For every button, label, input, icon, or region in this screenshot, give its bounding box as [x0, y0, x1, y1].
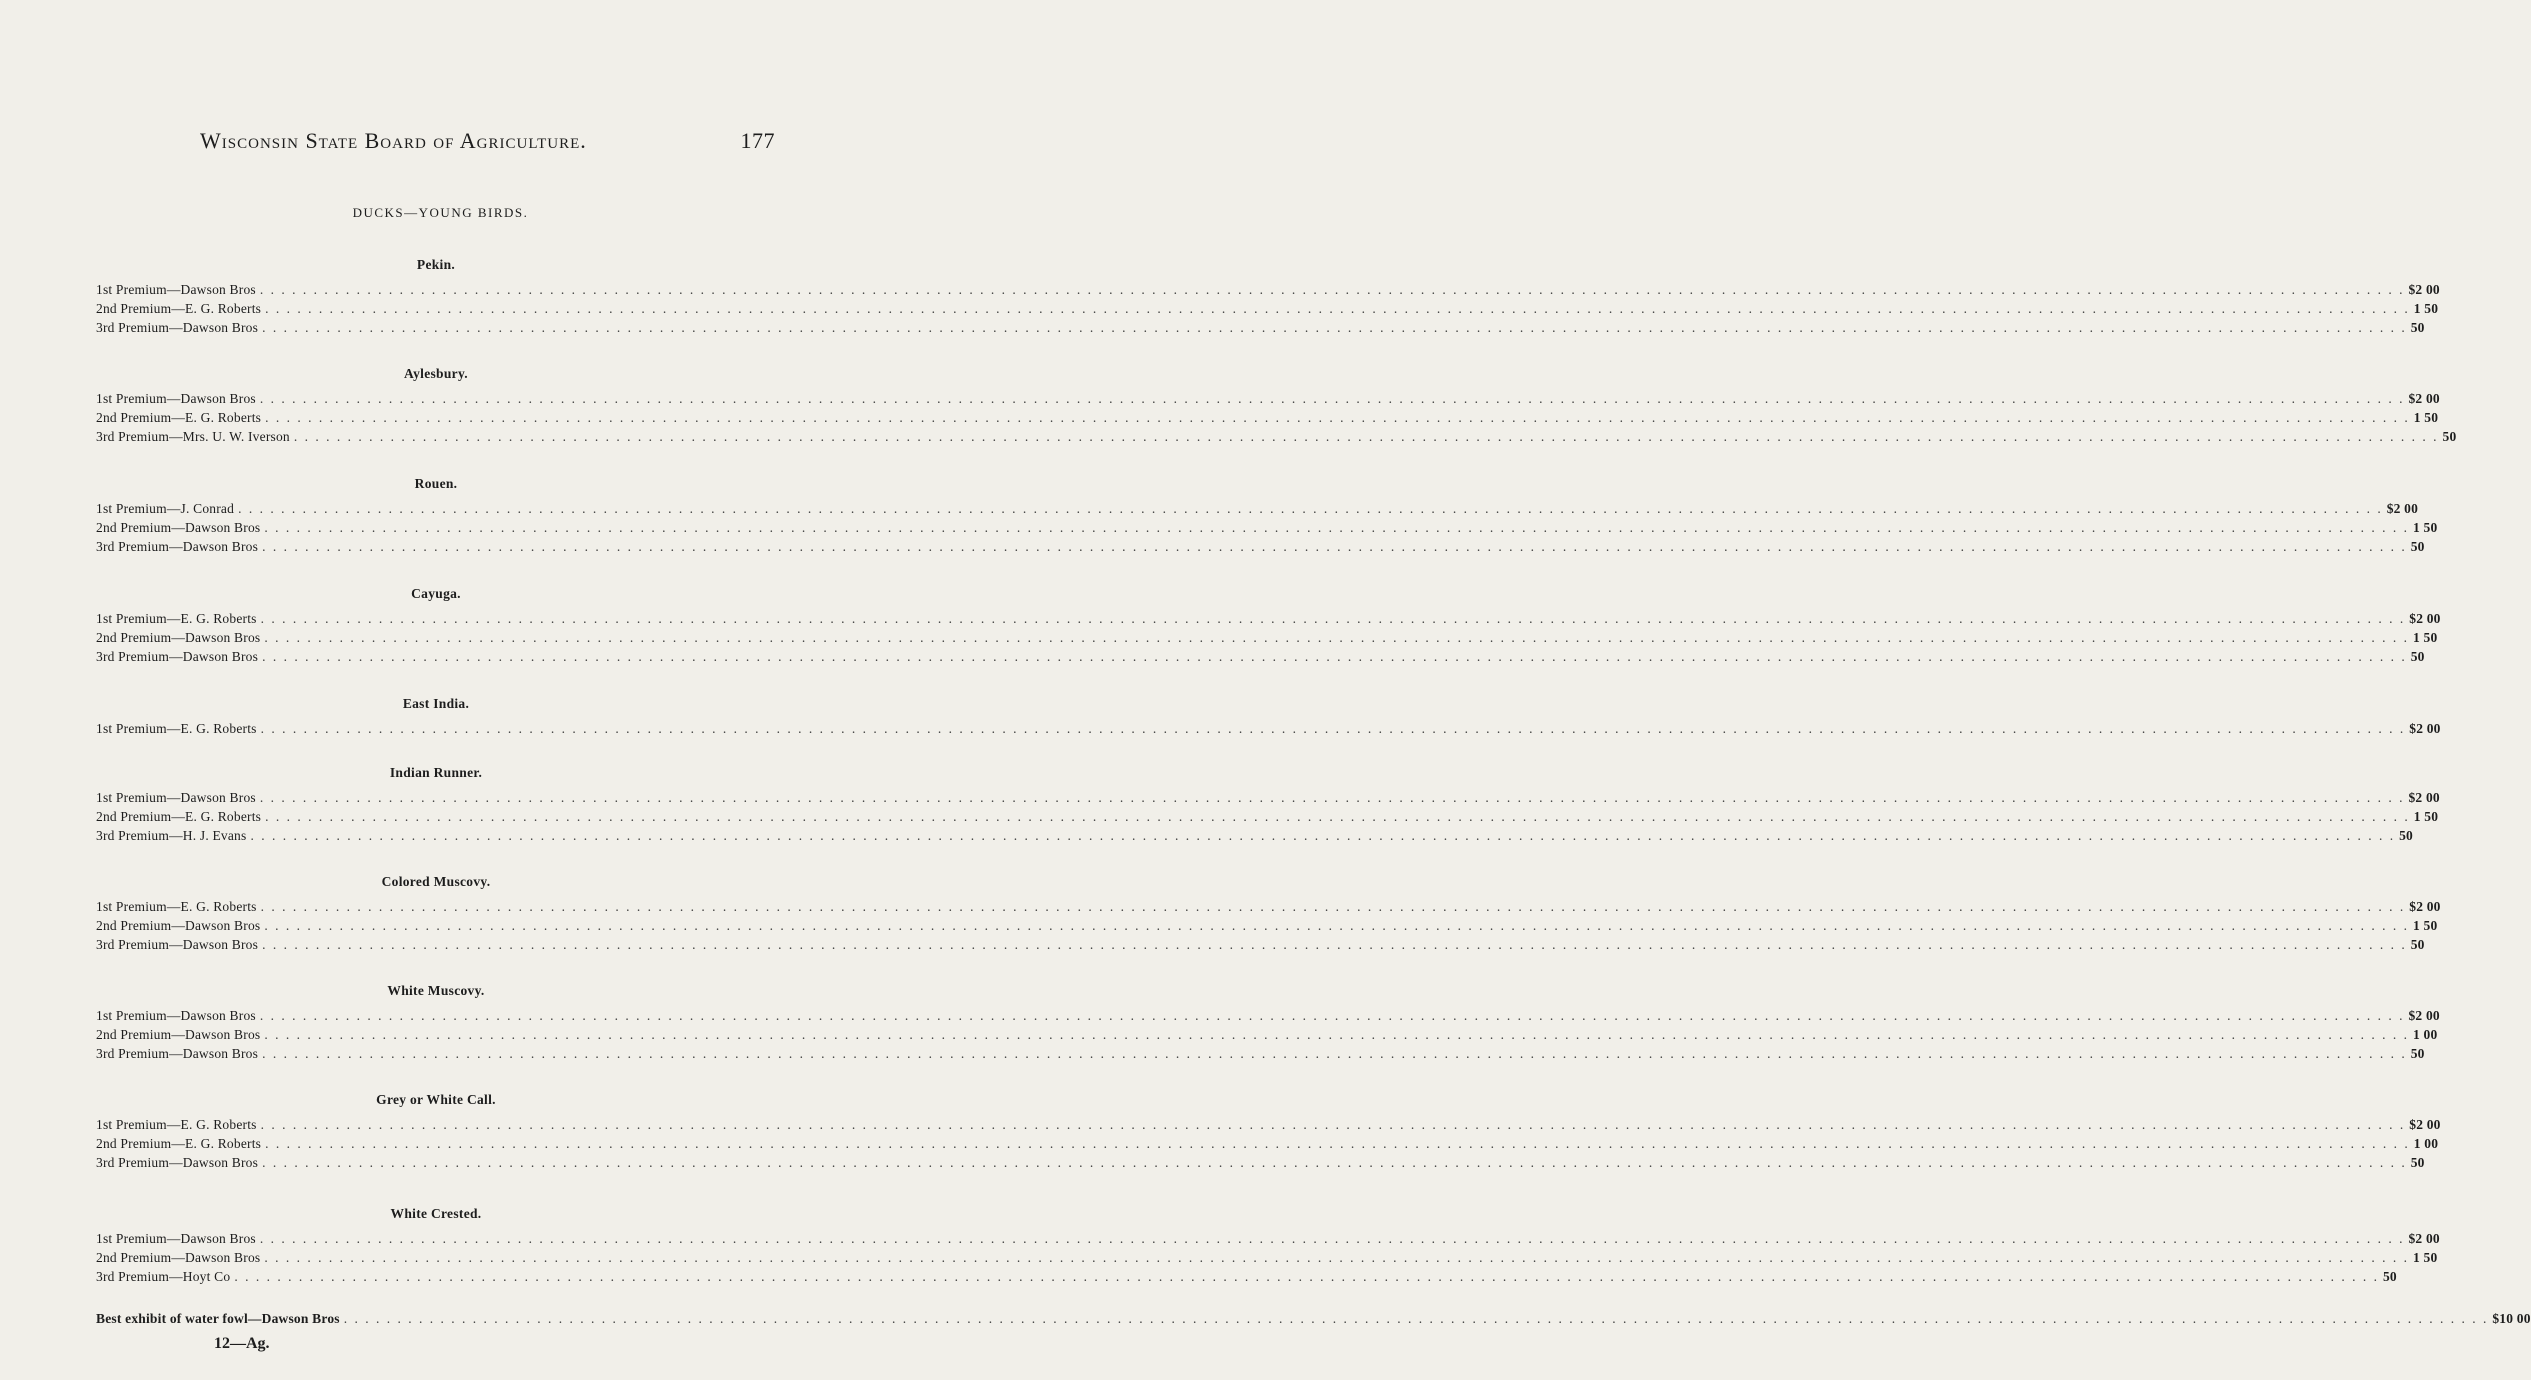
leader-dots: . . . . . . . . . . . . . . . . . . . . . . . . . . . . . . . . . . . . . . . . . . . . . . . . . . . . . . . . . . . . . . . . . . . . . . . . . . . . . . . . . . . . . . . . . . . . . . . . . . . . . . . . . . . . . . . . . . . . . . . . . . . . . . . . . . . . . . . . . . . . . . . . . . . . . . . . . . . . . . . . . . . . . . . . . . . . . . . . . . . . . . . . . . . . . . . . . . . . . . . . — [265, 410, 2410, 426]
group-heading: Pekin. — [416, 257, 456, 272]
premium-amount: 50 — [2410, 649, 2425, 665]
page-number: 177 — [740, 128, 775, 153]
premium-amount: 50 — [2410, 937, 2425, 953]
group-heading: Cayuga. — [411, 586, 461, 601]
premium-amount: 1 50 — [2413, 301, 2439, 317]
premium-amount: 1 50 — [2412, 630, 2438, 646]
premium-row — [96, 520, 2438, 539]
best-exhibit-label: Best exhibit of water fowl—Dawson Bros — [96, 1311, 340, 1326]
premium-amount: $2 00 — [2386, 501, 2419, 516]
leader-dots: . . . . . . . . . . . . . . . . . . . . . . . . . . . . . . . . . . . . . . . . . . . . . . . . . . . . . . . . . . . . . . . . . . . . . . . . . . . . . . . . . . . . . . . . . . . . . . . . . . . . . . . . . . . . . . . . . . . . . . . . . . . . . . . . . . . . . . . . . . . . . . . . . . . . . . . . . . . . . . . . . . . . . . . . . . . . . . . . . . . . . . . . . . . . . . . . . . . . . . . . — [238, 501, 2383, 516]
premium-row — [96, 790, 2440, 809]
premium-amount: 50 — [2410, 539, 2425, 555]
leader-dots: . . . . . . . . . . . . . . . . . . . . . . . . . . . . . . . . . . . . . . . . . . . . . . . . . . . . . . . . . . . . . . . . . . . . . . . . . . . . . . . . . . . . . . . . . . . . . . . . . . . . . . . . . . . . . . . . . . . . . . . . . . . . . . . . . . . . . . . . . . . . . . . . . . . . . . . . . . . . . . . . . . . . . . . . . . . . . . . . . . . . . . . . . . . . . . . . . . . . . . . . — [260, 611, 2406, 626]
premium-label: 1st Premium—Dawson Bros — [96, 1231, 256, 1246]
premium-label: 3rd Premium—Dawson Bros — [96, 649, 259, 665]
group-heading: East India. — [402, 696, 470, 711]
premium-row — [96, 899, 2441, 918]
premium-label: 3rd Premium—Dawson Bros — [96, 320, 259, 336]
premium-label: 2nd Premium—E. G. Roberts — [96, 809, 262, 825]
premium-label: 2nd Premium—Dawson Bros — [96, 520, 261, 536]
leader-dots: . . . . . . . . . . . . . . . . . . . . . . . . . . . . . . . . . . . . . . . . . . . . . . . . . . . . . . . . . . . . . . . . . . . . . . . . . . . . . . . . . . . . . . . . . . . . . . . . . . . . . . . . . . . . . . . . . . . . . . . . . . . . . . . . . . . . . . . . . . . . . . . . . . . . . . . . . . . . . . . . . . . . . . . . . . . . . . . . . . . . . . . . . . . . . . . . . . . . . . . . — [264, 1250, 2409, 1266]
premium-amount: $2 00 — [2409, 1117, 2441, 1132]
premium-label: 3rd Premium—Dawson Bros — [96, 1046, 259, 1062]
premium-amount: $2 00 — [2408, 1008, 2440, 1023]
premium-amount: 50 — [2410, 1046, 2425, 1062]
premium-label: 1st Premium—E. G. Roberts — [96, 1117, 257, 1132]
leader-dots: . . . . . . . . . . . . . . . . . . . . . . . . . . . . . . . . . . . . . . . . . . . . . . . . . . . . . . . . . . . . . . . . . . . . . . . . . . . . . . . . . . . . . . . . . . . . . . . . . . . . . . . . . . . . . . . . . . . . . . . . . . . . . . . . . . . . . . . . . . . . . . . . . . . . . . . . . . . . . . . . . . . . . . . . . . . . . . . . . . . . . . . . . . . . . . . . . . . . . . . . — [250, 828, 2396, 844]
group-heading: White Crested. — [390, 1206, 482, 1221]
premium-row — [96, 828, 2413, 847]
premium-row — [96, 721, 2441, 740]
premium-row — [96, 1250, 2438, 1269]
leader-dots: . . . . . . . . . . . . . . . . . . . . . . . . . . . . . . . . . . . . . . . . . . . . . . . . . . . . . . . . . . . . . . . . . . . . . . . . . . . . . . . . . . . . . . . . . . . . . . . . . . . . . . . . . . . . . . . . . . . . . . . . . . . . . . . . . . . . . . . . . . . . . . . . . . . . . . . . . . . . . . . . . . . . . . . . . . . . . . . . . . . . . . . . . . . . . . . . . . . . . . . . — [262, 937, 2407, 953]
premium-label: 2nd Premium—E. G. Roberts — [96, 410, 262, 426]
premium-row — [96, 429, 2457, 448]
leader-dots: . . . . . . . . . . . . . . . . . . . . . . . . . . . . . . . . . . . . . . . . . . . . . . . . . . . . . . . . . . . . . . . . . . . . . . . . . . . . . . . . . . . . . . . . . . . . . . . . . . . . . . . . . . . . . . . . . . . . . . . . . . . . . . . . . . . . . . . . . . . . . . . . . . . . . . . . . . . . . . . . . . . . . . . . . . . . . . . . . . . . . . . . . . . . . . . . . . . . . . . . — [259, 1231, 2405, 1246]
premium-row — [96, 1269, 2397, 1288]
premium-label: 3rd Premium—Dawson Bros — [96, 1155, 259, 1171]
premium-amount: 1 50 — [2412, 520, 2438, 536]
premium-row — [96, 630, 2438, 649]
group-heading: Rouen. — [414, 476, 458, 491]
premium-label: 2nd Premium—Dawson Bros — [96, 1250, 261, 1266]
premium-label: 2nd Premium—E. G. Roberts — [96, 1136, 262, 1152]
premium-amount: 50 — [2442, 429, 2457, 445]
premium-row — [96, 282, 2440, 301]
premium-amount: 1 50 — [2412, 1250, 2438, 1266]
premium-amount: 50 — [2382, 1269, 2397, 1285]
premium-amount: 1 50 — [2413, 809, 2439, 825]
premium-row — [96, 1046, 2425, 1065]
premium-amount: 1 50 — [2412, 918, 2438, 934]
best-exhibit-amount: $10 00 — [2492, 1311, 2531, 1326]
group-heading: Colored Muscovy. — [381, 874, 491, 889]
premium-amount: $2 00 — [2409, 899, 2441, 914]
leader-dots: . . . . . . . . . . . . . . . . . . . . . . . . . . . . . . . . . . . . . . . . . . . . . . . . . . . . . . . . . . . . . . . . . . . . . . . . . . . . . . . . . . . . . . . . . . . . . . . . . . . . . . . . . . . . . . . . . . . . . . . . . . . . . . . . . . . . . . . . . . . . . . . . . . . . . . . . . . . . . . . . . . . . . . . . . . . . . . . . . . . . . . . . . . . . . . . . . . . . . . . . — [260, 1117, 2406, 1132]
premium-label: 1st Premium—Dawson Bros — [96, 790, 256, 805]
premium-row — [96, 410, 2439, 429]
leader-dots: . . . . . . . . . . . . . . . . . . . . . . . . . . . . . . . . . . . . . . . . . . . . . . . . . . . . . . . . . . . . . . . . . . . . . . . . . . . . . . . . . . . . . . . . . . . . . . . . . . . . . . . . . . . . . . . . . . . . . . . . . . . . . . . . . . . . . . . . . . . . . . . . . . . . . . . . . . . . . . . . . . . . . . . . . . . . . . . . . . . . . . . . . . . . . . . . . . . . . . . . — [264, 1027, 2409, 1043]
group-heading: Grey or White Call. — [376, 1092, 496, 1107]
premium-amount: 1 00 — [2413, 1136, 2439, 1152]
premium-label: 1st Premium—Dawson Bros — [96, 391, 256, 406]
leader-dots: . . . . . . . . . . . . . . . . . . . . . . . . . . . . . . . . . . . . . . . . . . . . . . . . . . . . . . . . . . . . . . . . . . . . . . . . . . . . . . . . . . . . . . . . . . . . . . . . . . . . . . . . . . . . . . . . . . . . . . . . . . . . . . . . . . . . . . . . . . . . . . . . . . . . . . . . . . . . . . . . . . . . . . . . . . . . . . . . . . . . . . . . . . . . . . . . . . . . . . . . — [234, 1269, 2379, 1285]
premium-label: 1st Premium—E. G. Roberts — [96, 721, 257, 736]
leader-dots: . . . . . . . . . . . . . . . . . . . . . . . . . . . . . . . . . . . . . . . . . . . . . . . . . . . . . . . . . . . . . . . . . . . . . . . . . . . . . . . . . . . . . . . . . . . . . . . . . . . . . . . . . . . . . . . . . . . . . . . . . . . . . . . . . . . . . . . . . . . . . . . . . . . . . . . . . . . . . . . . . . . . . . . . . . . . . . . . . . . . . . . . . . . . . . . . . . . . . . . . — [264, 520, 2409, 536]
premium-row — [96, 1117, 2441, 1136]
leader-dots: . . . . . . . . . . . . . . . . . . . . . . . . . . . . . . . . . . . . . . . . . . . . . . . . . . . . . . . . . . . . . . . . . . . . . . . . . . . . . . . . . . . . . . . . . . . . . . . . . . . . . . . . . . . . . . . . . . . . . . . . . . . . . . . . . . . . . . . . . . . . . . . . . . . . . . . . . . . . . . . . . . . . . . . . . . . . . . . . . . . . . . . . . . . . . . . . . . . . . . . . — [265, 809, 2410, 825]
leader-dots: . . . . . . . . . . . . . . . . . . . . . . . . . . . . . . . . . . . . . . . . . . . . . . . . . . . . . . . . . . . . . . . . . . . . . . . . . . . . . . . . . . . . . . . . . . . . . . . . . . . . . . . . . . . . . . . . . . . . . . . . . . . . . . . . . . . . . . . . . . . . . . . . . . . . . . . . . . . . . . . . . . . . . . . . . . . . . . . . . . . . . . . . . . . . . . . . . . . . . . . . — [265, 1136, 2410, 1152]
premium-label: 3rd Premium—Hoyt Co — [96, 1269, 231, 1285]
leader-dots: . . . . . . . . . . . . . . . . . . . . . . . . . . . . . . . . . . . . . . . . . . . . . . . . . . . . . . . . . . . . . . . . . . . . . . . . . . . . . . . . . . . . . . . . . . . . . . . . . . . . . . . . . . . . . . . . . . . . . . . . . . . . . . . . . . . . . . . . . . . . . . . . . . . . . . . . . . . . . . . . . . . . . . . . . . . . . . . . . . . . . . . . . . . . . . . . . . . . . . . . — [259, 282, 2405, 297]
premium-row — [96, 1155, 2425, 1174]
premium-amount: $2 00 — [2408, 282, 2440, 297]
leader-dots: . . . . . . . . . . . . . . . . . . . . . . . . . . . . . . . . . . . . . . . . . . . . . . . . . . . . . . . . . . . . . . . . . . . . . . . . . . . . . . . . . . . . . . . . . . . . . . . . . . . . . . . . . . . . . . . . . . . . . . . . . . . . . . . . . . . . . . . . . . . . . . . . . . . . . . . . . . . . . . . . . . . . . . . . . . . . . . . . . . . . . . . . . . . . . . . . . . . . . . . . — [264, 630, 2409, 646]
leader-dots: . . . . . . . . . . . . . . . . . . . . . . . . . . . . . . . . . . . . . . . . . . . . . . . . . . . . . . . . . . . . . . . . . . . . . . . . . . . . . . . . . . . . . . . . . . . . . . . . . . . . . . . . . . . . . . . . . . . . . . . . . . . . . . . . . . . . . . . . . . . . . . . . . . . . . . . . . . . . . . . . . . . . . . . . . . . . . . . . . . . . . . . . . . . . . . . . . . . . . . . . — [343, 1311, 2489, 1326]
leader-dots: . . . . . . . . . . . . . . . . . . . . . . . . . . . . . . . . . . . . . . . . . . . . . . . . . . . . . . . . . . . . . . . . . . . . . . . . . . . . . . . . . . . . . . . . . . . . . . . . . . . . . . . . . . . . . . . . . . . . . . . . . . . . . . . . . . . . . . . . . . . . . . . . . . . . . . . . . . . . . . . . . . . . . . . . . . . . . . . . . . . . . . . . . . . . . . . . . . . . . . . . — [293, 429, 2439, 445]
leader-dots: . . . . . . . . . . . . . . . . . . . . . . . . . . . . . . . . . . . . . . . . . . . . . . . . . . . . . . . . . . . . . . . . . . . . . . . . . . . . . . . . . . . . . . . . . . . . . . . . . . . . . . . . . . . . . . . . . . . . . . . . . . . . . . . . . . . . . . . . . . . . . . . . . . . . . . . . . . . . . . . . . . . . . . . . . . . . . . . . . . . . . . . . . . . . . . . . . . . . . . . . — [260, 721, 2406, 736]
premium-amount: $2 00 — [2409, 721, 2441, 736]
premium-amount: 50 — [2410, 1155, 2425, 1171]
premium-row — [96, 1008, 2440, 1027]
premium-label: 2nd Premium—Dawson Bros — [96, 1027, 261, 1043]
leader-dots: . . . . . . . . . . . . . . . . . . . . . . . . . . . . . . . . . . . . . . . . . . . . . . . . . . . . . . . . . . . . . . . . . . . . . . . . . . . . . . . . . . . . . . . . . . . . . . . . . . . . . . . . . . . . . . . . . . . . . . . . . . . . . . . . . . . . . . . . . . . . . . . . . . . . . . . . . . . . . . . . . . . . . . . . . . . . . . . . . . . . . . . . . . . . . . . . . . . . . . . . — [262, 539, 2407, 555]
premium-amount: 1 00 — [2412, 1027, 2438, 1043]
premium-amount: $2 00 — [2409, 611, 2441, 626]
signature-mark: 12—Ag. — [214, 1335, 270, 1352]
leader-dots: . . . . . . . . . . . . . . . . . . . . . . . . . . . . . . . . . . . . . . . . . . . . . . . . . . . . . . . . . . . . . . . . . . . . . . . . . . . . . . . . . . . . . . . . . . . . . . . . . . . . . . . . . . . . . . . . . . . . . . . . . . . . . . . . . . . . . . . . . . . . . . . . . . . . . . . . . . . . . . . . . . . . . . . . . . . . . . . . . . . . . . . . . . . . . . . . . . . . . . . . — [259, 391, 2405, 406]
premium-row — [96, 649, 2425, 668]
premium-label: 2nd Premium—Dawson Bros — [96, 630, 261, 646]
premium-label: 2nd Premium—E. G. Roberts — [96, 301, 262, 317]
section-title: DUCKS—YOUNG BIRDS. — [352, 205, 529, 220]
premium-row — [96, 1231, 2440, 1250]
leader-dots: . . . . . . . . . . . . . . . . . . . . . . . . . . . . . . . . . . . . . . . . . . . . . . . . . . . . . . . . . . . . . . . . . . . . . . . . . . . . . . . . . . . . . . . . . . . . . . . . . . . . . . . . . . . . . . . . . . . . . . . . . . . . . . . . . . . . . . . . . . . . . . . . . . . . . . . . . . . . . . . . . . . . . . . . . . . . . . . . . . . . . . . . . . . . . . . . . . . . . . . . — [265, 301, 2410, 317]
premium-amount: 1 50 — [2413, 410, 2439, 426]
premium-amount: $2 00 — [2408, 790, 2440, 805]
premium-row — [96, 937, 2425, 956]
group-heading: White Muscovy. — [387, 983, 485, 998]
premium-amount: 50 — [2399, 828, 2413, 844]
premium-label: 3rd Premium—Dawson Bros — [96, 539, 259, 555]
premium-row — [96, 320, 2425, 339]
group-heading: Indian Runner. — [389, 765, 483, 780]
group-heading: Aylesbury. — [404, 366, 468, 381]
premium-row — [96, 809, 2439, 828]
premium-label: 1st Premium—E. G. Roberts — [96, 899, 257, 914]
leader-dots: . . . . . . . . . . . . . . . . . . . . . . . . . . . . . . . . . . . . . . . . . . . . . . . . . . . . . . . . . . . . . . . . . . . . . . . . . . . . . . . . . . . . . . . . . . . . . . . . . . . . . . . . . . . . . . . . . . . . . . . . . . . . . . . . . . . . . . . . . . . . . . . . . . . . . . . . . . . . . . . . . . . . . . . . . . . . . . . . . . . . . . . . . . . . . . . . . . . . . . . . — [259, 1008, 2405, 1023]
premium-row — [96, 301, 2439, 320]
leader-dots: . . . . . . . . . . . . . . . . . . . . . . . . . . . . . . . . . . . . . . . . . . . . . . . . . . . . . . . . . . . . . . . . . . . . . . . . . . . . . . . . . . . . . . . . . . . . . . . . . . . . . . . . . . . . . . . . . . . . . . . . . . . . . . . . . . . . . . . . . . . . . . . . . . . . . . . . . . . . . . . . . . . . . . . . . . . . . . . . . . . . . . . . . . . . . . . . . . . . . . . . — [264, 918, 2409, 934]
premium-amount: $2 00 — [2408, 391, 2440, 406]
leader-dots: . . . . . . . . . . . . . . . . . . . . . . . . . . . . . . . . . . . . . . . . . . . . . . . . . . . . . . . . . . . . . . . . . . . . . . . . . . . . . . . . . . . . . . . . . . . . . . . . . . . . . . . . . . . . . . . . . . . . . . . . . . . . . . . . . . . . . . . . . . . . . . . . . . . . . . . . . . . . . . . . . . . . . . . . . . . . . . . . . . . . . . . . . . . . . . . . . . . . . . . . — [262, 1155, 2407, 1171]
premium-row — [96, 1136, 2439, 1155]
premium-row — [96, 539, 2425, 558]
leader-dots: . . . . . . . . . . . . . . . . . . . . . . . . . . . . . . . . . . . . . . . . . . . . . . . . . . . . . . . . . . . . . . . . . . . . . . . . . . . . . . . . . . . . . . . . . . . . . . . . . . . . . . . . . . . . . . . . . . . . . . . . . . . . . . . . . . . . . . . . . . . . . . . . . . . . . . . . . . . . . . . . . . . . . . . . . . . . . . . . . . . . . . . . . . . . . . . . . . . . . . . . — [260, 899, 2406, 914]
premium-label: 1st Premium—J. Conrad — [96, 501, 235, 516]
premium-label: 3rd Premium—Dawson Bros — [96, 937, 259, 953]
premium-label: 1st Premium—Dawson Bros — [96, 1008, 256, 1023]
premium-row — [96, 391, 2440, 410]
premium-label: 2nd Premium—Dawson Bros — [96, 918, 261, 934]
premium-label: 1st Premium—Dawson Bros — [96, 282, 256, 297]
leader-dots: . . . . . . . . . . . . . . . . . . . . . . . . . . . . . . . . . . . . . . . . . . . . . . . . . . . . . . . . . . . . . . . . . . . . . . . . . . . . . . . . . . . . . . . . . . . . . . . . . . . . . . . . . . . . . . . . . . . . . . . . . . . . . . . . . . . . . . . . . . . . . . . . . . . . . . . . . . . . . . . . . . . . . . . . . . . . . . . . . . . . . . . . . . . . . . . . . . . . . . . . — [259, 790, 2405, 805]
leader-dots: . . . . . . . . . . . . . . . . . . . . . . . . . . . . . . . . . . . . . . . . . . . . . . . . . . . . . . . . . . . . . . . . . . . . . . . . . . . . . . . . . . . . . . . . . . . . . . . . . . . . . . . . . . . . . . . . . . . . . . . . . . . . . . . . . . . . . . . . . . . . . . . . . . . . . . . . . . . . . . . . . . . . . . . . . . . . . . . . . . . . . . . . . . . . . . . . . . . . . . . . — [262, 320, 2407, 336]
premium-label: 3rd Premium—Mrs. U. W. Iverson — [96, 429, 290, 445]
premium-label: 1st Premium—E. G. Roberts — [96, 611, 257, 626]
header-title: Wisconsin State Board of Agriculture. — [200, 128, 587, 153]
premium-label: 3rd Premium—H. J. Evans — [96, 828, 247, 844]
leader-dots: . . . . . . . . . . . . . . . . . . . . . . . . . . . . . . . . . . . . . . . . . . . . . . . . . . . . . . . . . . . . . . . . . . . . . . . . . . . . . . . . . . . . . . . . . . . . . . . . . . . . . . . . . . . . . . . . . . . . . . . . . . . . . . . . . . . . . . . . . . . . . . . . . . . . . . . . . . . . . . . . . . . . . . . . . . . . . . . . . . . . . . . . . . . . . . . . . . . . . . . . — [262, 1046, 2407, 1062]
premium-row — [96, 611, 2441, 630]
premium-amount: 50 — [2410, 320, 2425, 336]
best-exhibit-row — [96, 1311, 2531, 1330]
premium-amount: $2 00 — [2408, 1231, 2440, 1246]
premium-row — [96, 1027, 2438, 1046]
leader-dots: . . . . . . . . . . . . . . . . . . . . . . . . . . . . . . . . . . . . . . . . . . . . . . . . . . . . . . . . . . . . . . . . . . . . . . . . . . . . . . . . . . . . . . . . . . . . . . . . . . . . . . . . . . . . . . . . . . . . . . . . . . . . . . . . . . . . . . . . . . . . . . . . . . . . . . . . . . . . . . . . . . . . . . . . . . . . . . . . . . . . . . . . . . . . . . . . . . . . . . . . — [262, 649, 2407, 665]
premium-row — [96, 918, 2438, 937]
premium-row — [96, 501, 2419, 520]
